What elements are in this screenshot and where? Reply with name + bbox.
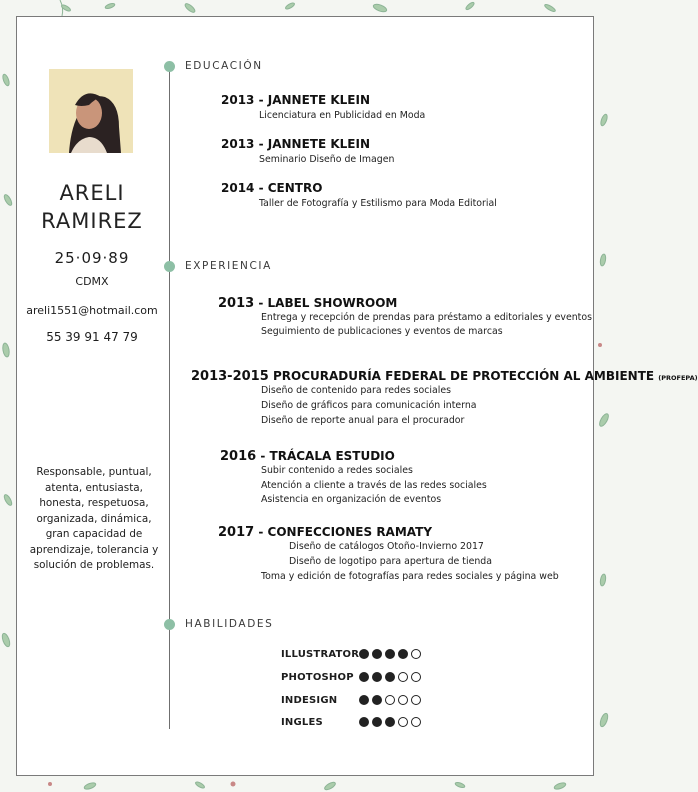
profile-column	[17, 17, 167, 775]
rating-filled-dot-icon	[359, 717, 369, 727]
rating-filled-dot-icon	[372, 695, 382, 705]
rating-filled-dot-icon	[398, 649, 408, 659]
rating-empty-dot-icon	[398, 695, 408, 705]
birthdate: 25·09·89	[54, 249, 130, 267]
profile-summary: Responsable, puntual, atenta, entusiasta, honesta, respetuosa, organizada, dinámica, gran capacidad de aprendizaje, tolerancia y solución de problemas.	[29, 466, 159, 571]
skill-rating	[359, 672, 421, 682]
skill-name: PHOTOSHOP	[281, 672, 354, 683]
experience-heading: 2013-2015 PROCURADURÍA FEDERAL DE PROTECCIÓN AL AMBIENTE (PROFEPA)	[191, 369, 698, 384]
education-dot-icon	[164, 61, 175, 72]
rating-filled-dot-icon	[385, 649, 395, 659]
rating-filled-dot-icon	[372, 649, 382, 659]
rating-empty-dot-icon	[411, 672, 421, 682]
experience-line: Diseño de reporte anual para el procurador	[261, 415, 465, 426]
rating-empty-dot-icon	[398, 717, 408, 727]
skill-rating	[359, 695, 421, 705]
last-name: RAMIREZ	[41, 209, 143, 233]
rating-filled-dot-icon	[385, 717, 395, 727]
rating-empty-dot-icon	[398, 672, 408, 682]
experience-line: Diseño de contenido para redes sociales	[261, 385, 451, 396]
experience-dot-icon	[164, 261, 175, 272]
rating-filled-dot-icon	[359, 672, 369, 682]
education-detail: Seminario Diseño de Imagen	[259, 154, 395, 165]
rating-filled-dot-icon	[359, 649, 369, 659]
education-detail: Taller de Fotografía y Estilismo para Moda Editorial	[259, 198, 497, 209]
experience-line: Entrega y recepción de prendas para préstamo a editoriales y eventos	[261, 312, 592, 323]
avatar	[49, 69, 133, 153]
full-name	[17, 179, 167, 235]
rating-filled-dot-icon	[372, 717, 382, 727]
phone: 55 39 91 47 79	[46, 330, 138, 344]
skill-rating	[359, 717, 421, 727]
experience-line: Diseño de logotipo para apertura de tienda	[289, 556, 492, 567]
skills-dot-icon	[164, 619, 175, 630]
rating-empty-dot-icon	[385, 695, 395, 705]
experience-line: Atención a cliente a través de las redes sociales	[261, 480, 487, 491]
experience-line: Asistencia en organización de eventos	[261, 494, 442, 505]
experience-line: Seguimiento de publicaciones y eventos de marcas	[261, 326, 503, 337]
skills-title: HABILIDADES	[185, 618, 274, 630]
education-heading: 2014 - CENTRO	[221, 181, 323, 195]
experience-heading: 2013 - LABEL SHOWROOM	[218, 296, 398, 311]
rating-empty-dot-icon	[411, 695, 421, 705]
rating-empty-dot-icon	[411, 717, 421, 727]
city: CDMX	[75, 275, 109, 288]
education-detail: Licenciatura en Publicidad en Moda	[259, 110, 426, 121]
rating-filled-dot-icon	[385, 672, 395, 682]
skill-name: ILLUSTRATOR	[281, 649, 360, 660]
education-heading: 2013 - JANNETE KLEIN	[221, 93, 370, 107]
first-name: ARELI	[59, 181, 125, 205]
experience-heading: 2016 - TRÁCALA ESTUDIO	[220, 449, 395, 464]
experience-heading: 2017 - CONFECCIONES RAMATY	[218, 525, 433, 540]
experience-line: Diseño de catálogos Otoño-Invierno 2017	[289, 541, 484, 552]
rating-empty-dot-icon	[411, 649, 421, 659]
experience-line: Toma y edición de fotografías para redes sociales y página web	[261, 571, 559, 582]
skill-name: INGLES	[281, 717, 323, 728]
education-title: EDUCACIÓN	[185, 60, 263, 72]
resume-card	[16, 16, 698, 776]
experience-line: Subir contenido a redes sociales	[261, 465, 413, 476]
skill-name: INDESIGN	[281, 695, 338, 706]
experience-line: Diseño de gráficos para comunicación interna	[261, 400, 477, 411]
rating-filled-dot-icon	[359, 695, 369, 705]
education-heading: 2013 - JANNETE KLEIN	[221, 137, 370, 151]
skill-rating	[359, 649, 421, 659]
rating-filled-dot-icon	[372, 672, 382, 682]
experience-title: EXPERIENCIA	[185, 260, 272, 272]
email[interactable]: areli1551@hotmail.com	[26, 304, 158, 317]
